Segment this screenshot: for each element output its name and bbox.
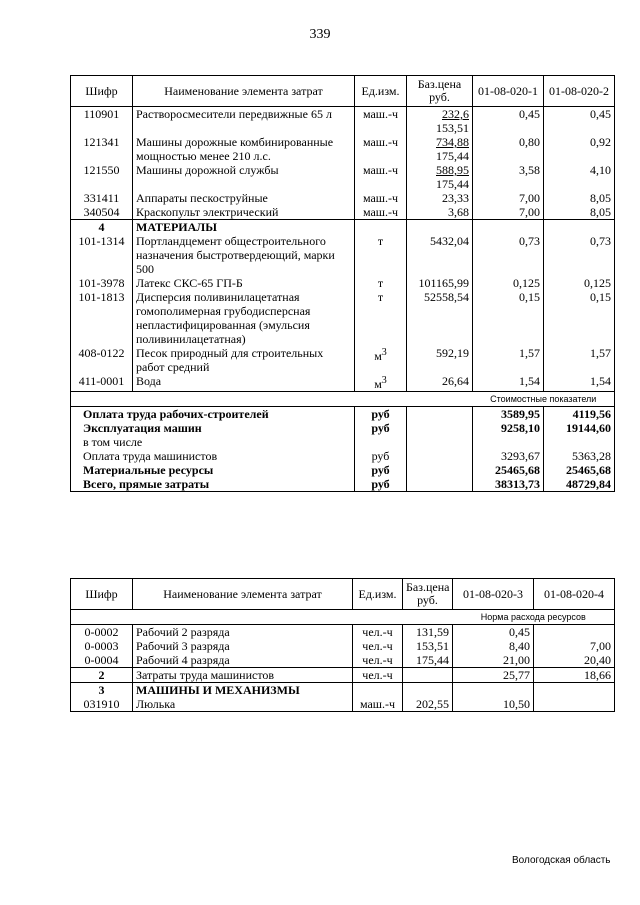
row-value-1: 7,00 xyxy=(473,205,544,220)
row-price: 23,33 xyxy=(407,191,473,205)
header-col-1: 01-08-020-1 xyxy=(473,76,544,107)
header-price: Баз.цена руб. xyxy=(403,579,453,610)
total-value-1: 38313,73 xyxy=(473,477,544,492)
row-unit: чел.-ч xyxy=(353,625,403,640)
total-row xyxy=(71,421,615,435)
total-value-1: 3589,95 xyxy=(473,407,544,422)
table-row xyxy=(71,276,615,290)
row-code: 340504 xyxy=(71,205,133,220)
table-row xyxy=(71,191,615,205)
row-value-2 xyxy=(534,697,615,712)
row-code: 031910 xyxy=(71,697,133,712)
section-code: 3 xyxy=(71,683,133,698)
row-code: 331411 xyxy=(71,191,133,205)
total-value-1: 3293,67 xyxy=(473,449,544,463)
row-price: 101165,99 xyxy=(407,276,473,290)
row-price: 52558,54 xyxy=(407,290,473,346)
row-unit: $м^3$ xyxy=(355,346,407,374)
row-value-1: 8,40 xyxy=(453,639,534,653)
row-unit: маш.-ч xyxy=(355,107,407,136)
table-row xyxy=(71,346,615,374)
header-name: Наименование элемента затрат xyxy=(133,76,355,107)
row-name: Портландцемент общестроительного назначения быстротвердеющий, марки 500 xyxy=(133,234,355,276)
row-price: 175,44 xyxy=(403,653,453,668)
row-name: Машины дорожные комбинированные мощностью менее 210 л.с. xyxy=(133,135,355,163)
row-unit: чел.-ч xyxy=(353,653,403,668)
section-row-materials xyxy=(71,220,615,235)
norm-header: Норма расхода ресурсов xyxy=(453,610,615,625)
row-unit: $м^3$ xyxy=(355,374,407,392)
row-code: 408-0122 xyxy=(71,346,133,374)
table-row xyxy=(71,135,615,163)
row-value-1: 0,45 xyxy=(453,625,534,640)
row-price: 26,64 xyxy=(407,374,473,392)
total-value-2: 48729,84 xyxy=(544,477,615,492)
total-value-2: 25465,68 xyxy=(544,463,615,477)
total-name: Материальные ресурсы xyxy=(71,463,355,477)
norm-header-row xyxy=(71,610,615,625)
row-price: 5432,04 xyxy=(407,234,473,276)
row-value-1: 21,00 xyxy=(453,653,534,668)
row-unit: маш.-ч xyxy=(355,135,407,163)
cost-indicators-header: Стоимостные показатели xyxy=(473,392,615,407)
total-row xyxy=(71,407,615,422)
row-value-2: 0,73 xyxy=(544,234,615,276)
row-value-1: 0,73 xyxy=(473,234,544,276)
row-code: 0-0004 xyxy=(71,653,133,668)
row-code: 101-1813 xyxy=(71,290,133,346)
table-row xyxy=(71,205,615,220)
table-row xyxy=(71,234,615,276)
total-name: Всего, прямые затраты xyxy=(71,477,355,492)
row-value-2: 0,15 xyxy=(544,290,615,346)
total-value-2: 5363,28 xyxy=(544,449,615,463)
row-unit: маш.-ч xyxy=(353,697,403,712)
total-unit: руб xyxy=(355,463,407,477)
table-row xyxy=(71,107,615,136)
row-value-2: 8,05 xyxy=(544,205,615,220)
row-name: Вода xyxy=(133,374,355,392)
row-value-1: 10,50 xyxy=(453,697,534,712)
total-name: Оплата труда машинистов xyxy=(71,449,355,463)
row-value-2 xyxy=(534,625,615,640)
row-unit: чел.-ч xyxy=(353,668,403,683)
row-unit: т xyxy=(355,234,407,276)
row-price: 202,55 xyxy=(403,697,453,712)
row-value-2: 1,54 xyxy=(544,374,615,392)
table-row xyxy=(71,668,615,683)
header-col-2: 01-08-020-2 xyxy=(544,76,615,107)
row-value-2: 0,125 xyxy=(544,276,615,290)
table-header-row xyxy=(71,76,615,107)
header-unit: Ед.изм. xyxy=(353,579,403,610)
total-value-1: 9258,10 xyxy=(473,421,544,435)
row-value-1: 0,15 xyxy=(473,290,544,346)
table-row xyxy=(71,697,615,712)
row-value-2: 8,05 xyxy=(544,191,615,205)
total-unit: руб xyxy=(355,477,407,492)
row-name: Аппараты пескоструйные xyxy=(133,191,355,205)
row-code: 411-0001 xyxy=(71,374,133,392)
total-name: Оплата труда рабочих-строителей xyxy=(71,407,355,422)
footer-region: Вологодская область xyxy=(512,855,611,866)
section-row-machines xyxy=(71,683,615,698)
row-code: 121550 xyxy=(71,163,133,191)
row-price: 131,59 xyxy=(403,625,453,640)
total-value-2: 4119,56 xyxy=(544,407,615,422)
row-value-1: 7,00 xyxy=(473,191,544,205)
row-code: 110901 xyxy=(71,107,133,136)
table-row xyxy=(71,290,615,346)
row-value-1: 25,77 xyxy=(453,668,534,683)
total-unit: руб xyxy=(355,407,407,422)
row-price: 3,68 xyxy=(407,205,473,220)
table-row xyxy=(71,625,615,640)
row-price: 734,88 175,44 xyxy=(407,135,473,163)
row-code: 101-1314 xyxy=(71,234,133,276)
row-unit: т xyxy=(355,290,407,346)
row-unit: маш.-ч xyxy=(355,205,407,220)
row-name: Рабочий 2 разряда xyxy=(133,625,353,640)
total-row xyxy=(71,463,615,477)
row-value-1: 1,54 xyxy=(473,374,544,392)
section-title: МАТЕРИАЛЫ xyxy=(133,220,355,235)
section-code: 4 xyxy=(71,220,133,235)
header-price: Баз.цена руб. xyxy=(407,76,473,107)
row-name: Дисперсия поливинилацетатная гомополимерная грубодисперсная непластифицированная (эмульсия поливинилацетатная) xyxy=(133,290,355,346)
table-row xyxy=(71,163,615,191)
row-value-1: 0,45 xyxy=(473,107,544,136)
row-price: 588,95 175,44 xyxy=(407,163,473,191)
row-price: 232,6 153,51 xyxy=(407,107,473,136)
table-row xyxy=(71,653,615,668)
row-unit: т xyxy=(355,276,407,290)
row-price: 592,19 xyxy=(407,346,473,374)
row-name: Краскопульт электрический xyxy=(133,205,355,220)
header-name: Наименование элемента затрат xyxy=(133,579,353,610)
row-name: Рабочий 3 разряда xyxy=(133,639,353,653)
row-value-1: 0,80 xyxy=(473,135,544,163)
total-name: Эксплуатация машин xyxy=(71,421,355,435)
cost-indicators-header-row xyxy=(71,392,615,407)
table-row xyxy=(71,639,615,653)
total-row xyxy=(71,477,615,492)
row-value-2: 7,00 xyxy=(534,639,615,653)
row-value-2: 1,57 xyxy=(544,346,615,374)
row-name: Рабочий 4 разряда xyxy=(133,653,353,668)
row-unit: маш.-ч xyxy=(355,163,407,191)
header-col-1: 01-08-020-3 xyxy=(453,579,534,610)
row-price: 153,51 xyxy=(403,639,453,653)
row-value-2: 20,40 xyxy=(534,653,615,668)
resource-table-1 xyxy=(70,75,615,492)
row-value-2: 4,10 xyxy=(544,163,615,191)
row-name: Латекс СКС-65 ГП-Б xyxy=(133,276,355,290)
header-code: Шифр xyxy=(71,76,133,107)
resource-table-2 xyxy=(70,578,615,712)
header-col-2: 01-08-020-4 xyxy=(534,579,615,610)
total-row xyxy=(71,435,615,449)
table-row xyxy=(71,374,615,392)
row-value-2: 0,92 xyxy=(544,135,615,163)
row-name: Затраты труда машинистов xyxy=(133,668,353,683)
table-header-row xyxy=(71,579,615,610)
row-name: Песок природный для строительных работ средний xyxy=(133,346,355,374)
row-unit: чел.-ч xyxy=(353,639,403,653)
row-code: 101-3978 xyxy=(71,276,133,290)
row-value-2: 18,66 xyxy=(534,668,615,683)
header-code: Шифр xyxy=(71,579,133,610)
row-value-1: 1,57 xyxy=(473,346,544,374)
row-value-1: 0,125 xyxy=(473,276,544,290)
row-name: Растворосмесители передвижные 65 л xyxy=(133,107,355,136)
row-unit: маш.-ч xyxy=(355,191,407,205)
total-value-2: 19144,60 xyxy=(544,421,615,435)
row-name: Люлька xyxy=(133,697,353,712)
page-number: 339 xyxy=(309,27,331,42)
row-code: 0-0003 xyxy=(71,639,133,653)
row-value-2: 0,45 xyxy=(544,107,615,136)
total-row xyxy=(71,449,615,463)
row-code: 2 xyxy=(71,668,133,683)
row-name: Машины дорожной службы xyxy=(133,163,355,191)
header-unit: Ед.изм. xyxy=(355,76,407,107)
section-title: МАШИНЫ И МЕХАНИЗМЫ xyxy=(133,683,353,698)
row-code: 0-0002 xyxy=(71,625,133,640)
total-name: в том числе xyxy=(71,435,355,449)
total-unit: руб xyxy=(355,449,407,463)
total-value-1: 25465,68 xyxy=(473,463,544,477)
row-value-1: 3,58 xyxy=(473,163,544,191)
row-code: 121341 xyxy=(71,135,133,163)
total-unit: руб xyxy=(355,421,407,435)
